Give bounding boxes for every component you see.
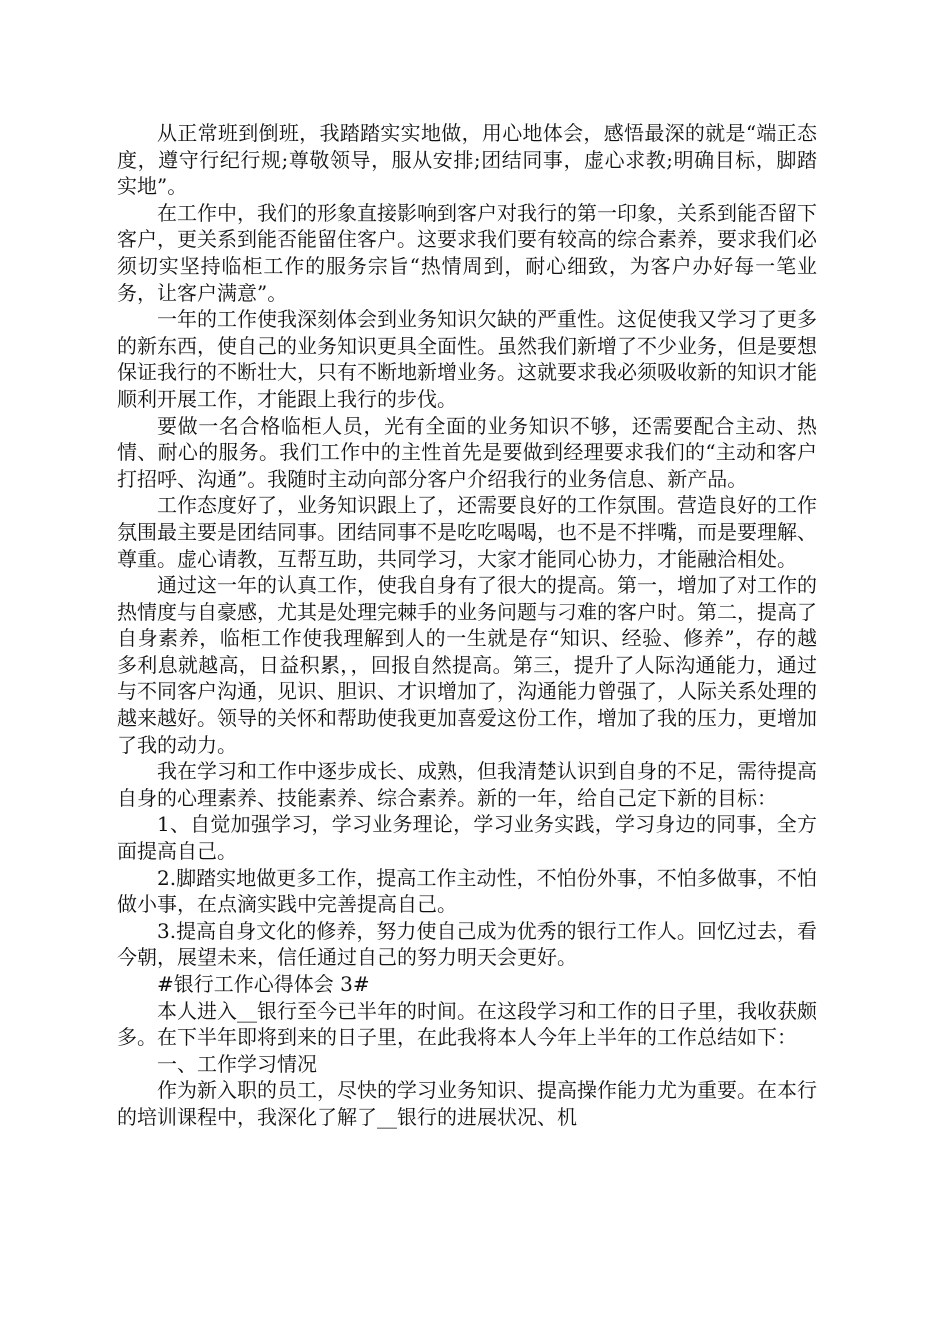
paragraph-counter-service: 要做一名合格临柜人员，光有全面的业务知识不够，还需要配合主动、热情、耐心的服务。我们工作中的主性首先是要做到经理要求我们的“主动和客户打招呼、沟通”。我随时主动向部分客户介绍我行的业务信息、新产品。 [117, 413, 817, 491]
paragraph-shift-experience: 从正常班到倒班，我踏踏实实地做，用心地体会，感悟最深的就是“端正态度，遵守行纪行规;尊敬领导，服从安排;团结同事，虚心求教;明确目标，脚踏实地”。 [117, 121, 817, 199]
paragraph-new-goals: 我在学习和工作中逐步成长、成熟，但我清楚认识到自身的不足，需待提高自身的心理素养、技能素养、综合素养。新的一年，给自己定下新的目标： [117, 759, 817, 810]
paragraph-business-knowledge: 一年的工作使我深刻体会到业务知识欠缺的严重性。这促使我又学习了更多的新东西，使自己的业务知识更具全面性。虽然我们新增了不少业务，但是要想保证我行的不断壮大，只有不断地新增业务。这就要求我必须吸收新的知识才能顺利开展工作，才能跟上我行的步伐。 [117, 307, 817, 411]
paragraph-half-year-intro: 本人进入__银行至今已半年的时间。在这段学习和工作的日子里，我收获颇多。在下半年即将到来的日子里，在此我将本人今年上半年的工作总结如下： [117, 998, 817, 1050]
subsection-heading: 一、工作学习情况 [157, 1051, 317, 1076]
paragraph-work-atmosphere: 工作态度好了，业务知识跟上了，还需要良好的工作氛围。营造良好的工作氛围最主要是团结同事。团结同事不是吃吃喝喝，也不是不拌嘴，而是要理解、尊重。虚心请教，互帮互助，共同学习，大家才能同心协力，才能融洽相处。 [117, 493, 817, 571]
section-heading: #银行工作心得体会 3# [157, 972, 370, 996]
paragraph-study-status: 作为新入职的员工，尽快的学习业务知识、提高操作能力尤为重要。在本行的培训课程中，我深化了解了__银行的进展状况、机 [117, 1078, 817, 1129]
paragraph-goal-1: 1、自觉加强学习，学习业务理论，学习业务实践，学习身边的同事，全方面提高自己。 [117, 812, 817, 864]
document-body [117, 120, 817, 1131]
paragraph-goal-2: 2.脚踏实地做更多工作，提高工作主动性，不怕份外事，不怕多做事，不怕做小事，在点滴实践中完善提高自己。 [117, 865, 817, 917]
paragraph-image-service: 在工作中，我们的形象直接影响到客户对我行的第一印象，关系到能否留下客户，更关系到能否能留住客户。这要求我们要有较高的综合素养，要求我们必须切实坚持临柜工作的服务宗旨“热情周到，耐心细致，为客户办好每一笔业务，让客户满意”。 [117, 200, 817, 305]
paragraph-self-improvement: 通过这一年的认真工作，使我自身有了很大的提高。第一，增加了对工作的热情度与自豪感，尤其是处理完棘手的业务问题与刁难的客户时。第二，提高了自身素养，临柜工作使我理解到人的一生就是存“知识、经验、修养”，存的越多利息就越高，日益积累，，回报自然提高。第三，提升了人际沟通能力，通过与不同客户沟通，见识、胆识、才识增加了，沟通能力曾强了，人际关系处理的越来越好。领导的关怀和帮助使我更加喜爱这份工作，增加了我的压力，更增加了我的动力。 [117, 573, 817, 757]
paragraph-goal-3: 3.提高自身文化的修养，努力使自己成为优秀的银行工作人。回忆过去，看今朝，展望未来，信任通过自己的努力明天会更好。 [117, 918, 817, 970]
